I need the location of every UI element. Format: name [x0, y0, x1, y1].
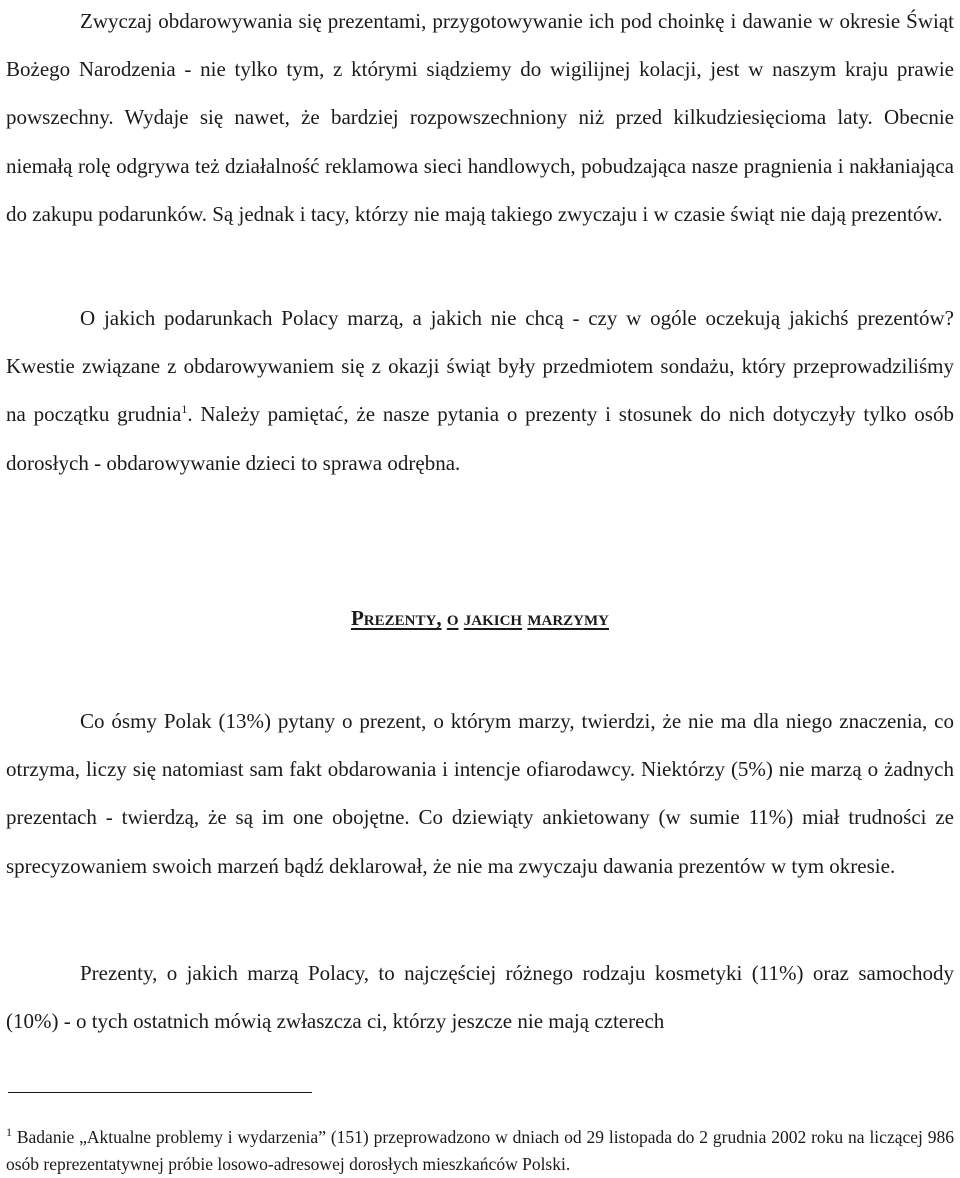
section-heading [6, 604, 954, 632]
paragraph-intro: Zwyczaj obdarowywania się prezentami, przygotowywanie ich pod choinkę i dawanie w okresie Świąt Bożego Narodzenia - nie tylko tym, z którymi siądziemy do wigilijnej kolacji, jest w naszym kraju prawie powszechny. Wydaje się nawet, że bardziej rozpowszechniony niż przed kilkudziesięcioma laty. Obecnie niemałą rolę odgrywa też działalność reklamowa sieci handlowych, pobudzająca nasze pragnienia i nakłaniająca do zakupu podarunków. Są jednak i tacy, którzy nie mają takiego zwyczaju i w czasie świąt nie dają prezentów. [6, 9, 954, 226]
paragraph-indifference: Co ósmy Polak (13%) pytany o prezent, o którym marzy, twierdzi, że nie ma dla niego znaczenia, co otrzyma, liczy się natomiast sam fakt obdarowania i intencje ofiarodawcy. Niektórzy (5%) nie marzą o żadnych prezentach - twierdzą, że są im one obojętne. Co dziewiąty ankietowany (w sumie 11%) miał trudności ze sprecyzowaniem swoich marzeń bądź deklarował, że nie ma zwyczaju dawania prezentów w tym okresie. [6, 709, 954, 878]
paragraph-survey-text: O jakich podarunkach Polacy marzą, a jakich nie chcą - czy w ogóle oczekują jakichś prezentów? Kwestie związane z obdarowywaniem się z okazji świąt były przedmiotem sondażu, który przeprowadziliśmy na początku grudnia [6, 306, 954, 427]
footnote-text: Badanie „Aktualne problemy i wydarzenia” (151) przeprowadzono w dniach od 29 listopada do 2 grudnia 2002 roku na liczącej 986 osób reprezentatywnej próbie losowo-adresowej dorosłych mieszkańców Polski. [6, 1127, 954, 1174]
paragraph-survey [6, 294, 954, 487]
heading-word: jakich [463, 606, 523, 630]
heading-word: marzymy [527, 606, 610, 630]
footnote-reference[interactable]: 1 [181, 402, 188, 417]
footnote-marker: 1 [6, 1125, 12, 1140]
footnote-divider [8, 1092, 312, 1093]
footnote [6, 1124, 954, 1178]
paragraph-survey-text-continued: . Należy pamiętać, że nasze pytania o prezenty i stosunek do nich dotyczyły tylko osób dorosłych - obdarowywanie dzieci to sprawa odrębna. [6, 402, 954, 475]
paragraph-dream-gifts: Prezenty, o jakich marzą Polacy, to najczęściej różnego rodzaju kosmetyki (11%) oraz samochody (10%) - o tych ostatnich mówią zwłaszcza ci, którzy jeszcze nie mają czterech [6, 961, 954, 1034]
heading-word: o [446, 606, 459, 630]
heading-word: Prezenty, [350, 606, 442, 630]
